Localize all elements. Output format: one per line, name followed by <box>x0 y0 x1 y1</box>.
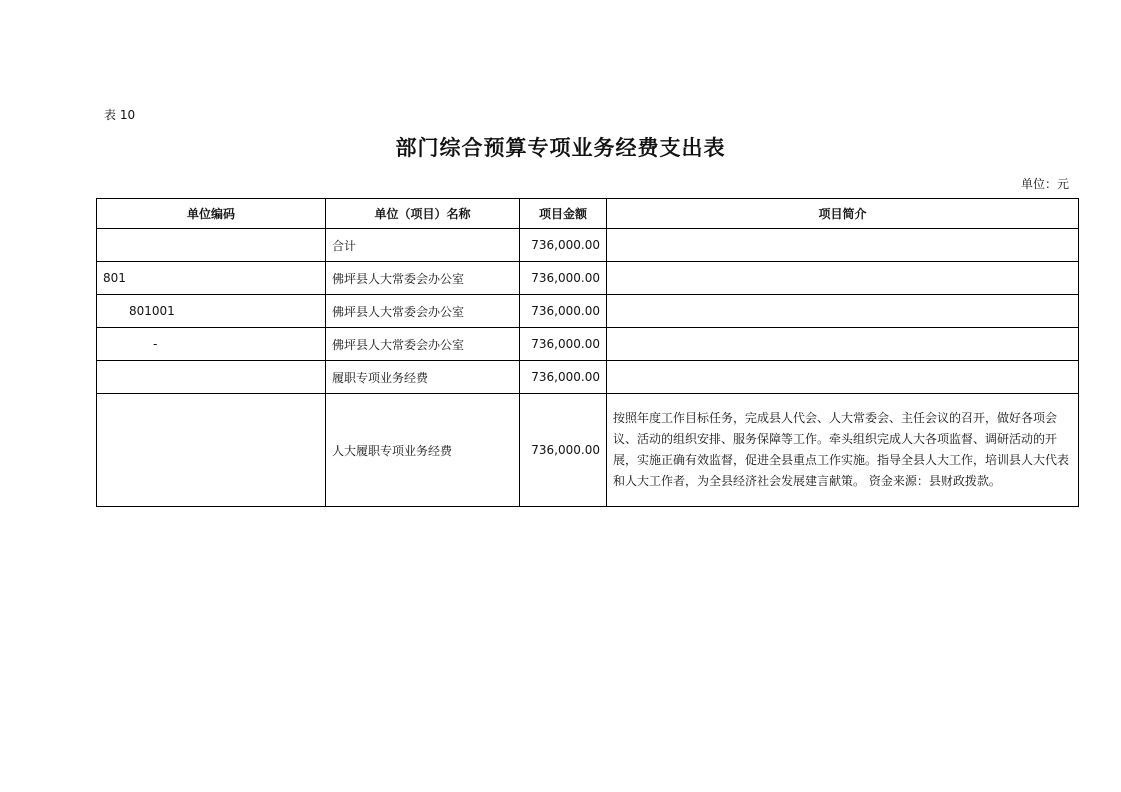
unit-label: 单位：元 <box>1020 177 1069 191</box>
amount-cell: 736,000.00 <box>520 361 607 394</box>
table-row <box>97 229 1079 262</box>
table-number: 表 10 <box>104 108 136 122</box>
table-row <box>97 262 1079 295</box>
unit-code-cell: 801 <box>97 262 326 295</box>
column-header-amount: 项目金额 <box>520 199 607 229</box>
amount-cell: 736,000.00 <box>520 394 607 507</box>
unit-code-cell: 801001 <box>97 295 326 328</box>
unit-name-cell: 人大履职专项业务经费 <box>326 394 520 507</box>
column-header-description: 项目简介 <box>607 199 1079 229</box>
description-cell <box>607 361 1079 394</box>
description-cell <box>607 295 1079 328</box>
amount-cell: 736,000.00 <box>520 295 607 328</box>
unit-code-cell: - <box>97 328 326 361</box>
table-row <box>97 328 1079 361</box>
unit-code-cell <box>97 229 326 262</box>
table-row <box>97 394 1079 507</box>
amount-cell: 736,000.00 <box>520 328 607 361</box>
unit-name-cell: 履职专项业务经费 <box>326 361 520 394</box>
column-header-code: 单位编码 <box>97 199 326 229</box>
table-header-row <box>97 199 1079 229</box>
unit-name-cell: 佛坪县人大常委会办公室 <box>326 295 520 328</box>
table-row <box>97 295 1079 328</box>
description-cell: 按照年度工作目标任务，完成县人代会、人大常委会、主任会议的召开，做好各项会议、活动的组织安排、服务保障等工作。牵头组织完成人大各项监督、调研活动的开展，实施正确有效监督，促进全县重点工作实施。指导全县人大工作，培训县人大代表和人大工作者，为全县经济社会发展建言献策。 资金来源：县财政拨款。 <box>607 394 1079 507</box>
page-title: 部门综合预算专项业务经费支出表 <box>395 135 726 160</box>
unit-code-cell <box>97 394 326 507</box>
unit-name-cell: 佛坪县人大常委会办公室 <box>326 262 520 295</box>
column-header-name: 单位（项目）名称 <box>326 199 520 229</box>
description-cell <box>607 262 1079 295</box>
table-row <box>97 361 1079 394</box>
unit-code-cell <box>97 361 326 394</box>
unit-name-cell: 佛坪县人大常委会办公室 <box>326 328 520 361</box>
description-cell <box>607 229 1079 262</box>
budget-table <box>96 198 1079 507</box>
amount-cell: 736,000.00 <box>520 229 607 262</box>
amount-cell: 736,000.00 <box>520 262 607 295</box>
description-cell <box>607 328 1079 361</box>
unit-name-cell: 合计 <box>326 229 520 262</box>
